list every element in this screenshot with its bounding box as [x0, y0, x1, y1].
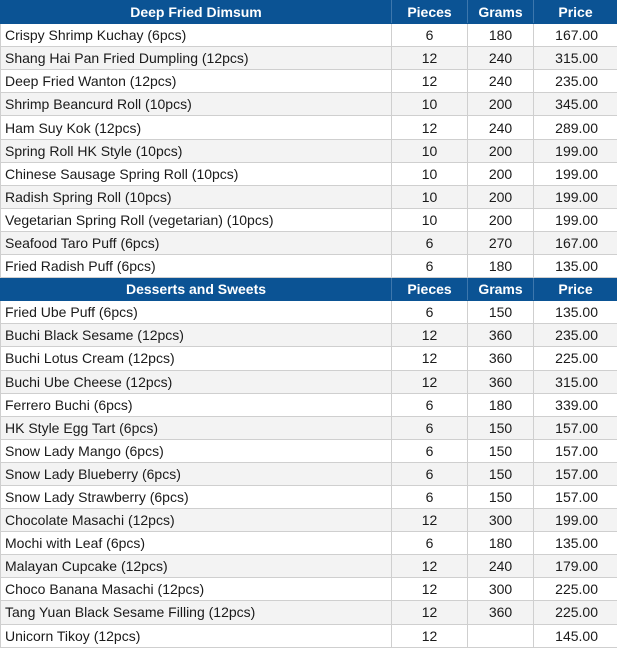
item-price: 135.00: [534, 255, 617, 278]
item-pieces: 6: [392, 255, 468, 278]
item-grams: 200: [468, 93, 534, 116]
item-price: 289.00: [534, 116, 617, 139]
item-grams: 200: [468, 185, 534, 208]
column-header-grams: Grams: [468, 278, 534, 301]
item-price: 345.00: [534, 93, 617, 116]
menu-item-row: [1, 601, 617, 624]
item-pieces: 6: [392, 532, 468, 555]
menu-item-row: [1, 416, 617, 439]
menu-item-row: [1, 255, 617, 278]
item-name: Snow Lady Blueberry (6pcs): [1, 462, 392, 485]
item-pieces: 10: [392, 162, 468, 185]
item-pieces: 6: [392, 439, 468, 462]
section-header-row: [1, 278, 617, 301]
item-name: Unicorn Tikoy (12pcs): [1, 624, 392, 647]
menu-item-row: [1, 485, 617, 508]
item-name: Buchi Black Sesame (12pcs): [1, 324, 392, 347]
item-pieces: 6: [392, 301, 468, 324]
item-pieces: 6: [392, 24, 468, 47]
menu-item-row: [1, 509, 617, 532]
item-price: 145.00: [534, 624, 617, 647]
item-pieces: 6: [392, 231, 468, 254]
item-name: Ham Suy Kok (12pcs): [1, 116, 392, 139]
menu-item-row: [1, 47, 617, 70]
item-price: 135.00: [534, 301, 617, 324]
item-pieces: 10: [392, 139, 468, 162]
item-price: 235.00: [534, 70, 617, 93]
item-grams: 180: [468, 255, 534, 278]
column-header-pieces: Pieces: [392, 1, 468, 24]
item-pieces: 12: [392, 70, 468, 93]
item-grams: 240: [468, 555, 534, 578]
item-price: 199.00: [534, 509, 617, 532]
item-pieces: 12: [392, 601, 468, 624]
column-header-price: Price: [534, 278, 617, 301]
item-name: Buchi Ube Cheese (12pcs): [1, 370, 392, 393]
menu-item-row: [1, 370, 617, 393]
item-grams: 150: [468, 462, 534, 485]
item-grams: 360: [468, 601, 534, 624]
item-pieces: 10: [392, 93, 468, 116]
item-price: 199.00: [534, 185, 617, 208]
item-pieces: 6: [392, 462, 468, 485]
item-pieces: 10: [392, 185, 468, 208]
item-price: 315.00: [534, 370, 617, 393]
item-grams: 240: [468, 70, 534, 93]
menu-item-row: [1, 162, 617, 185]
item-name: Snow Lady Mango (6pcs): [1, 439, 392, 462]
item-grams: 360: [468, 370, 534, 393]
item-name: Choco Banana Masachi (12pcs): [1, 578, 392, 601]
item-pieces: 12: [392, 324, 468, 347]
item-price: 339.00: [534, 393, 617, 416]
item-pieces: 12: [392, 578, 468, 601]
menu-item-row: [1, 139, 617, 162]
item-grams: 300: [468, 578, 534, 601]
item-price: 157.00: [534, 485, 617, 508]
item-name: Chocolate Masachi (12pcs): [1, 509, 392, 532]
menu-item-row: [1, 555, 617, 578]
item-name: Snow Lady Strawberry (6pcs): [1, 485, 392, 508]
item-grams: 200: [468, 208, 534, 231]
item-grams: 240: [468, 47, 534, 70]
menu-item-row: [1, 70, 617, 93]
item-grams: 150: [468, 301, 534, 324]
item-name: Shang Hai Pan Fried Dumpling (12pcs): [1, 47, 392, 70]
item-price: 167.00: [534, 24, 617, 47]
item-name: Chinese Sausage Spring Roll (10pcs): [1, 162, 392, 185]
item-grams: 150: [468, 416, 534, 439]
item-name: Spring Roll HK Style (10pcs): [1, 139, 392, 162]
menu-item-row: [1, 301, 617, 324]
menu-item-row: [1, 462, 617, 485]
item-name: Shrimp Beancurd Roll (10pcs): [1, 93, 392, 116]
item-grams: 240: [468, 116, 534, 139]
section-title: Desserts and Sweets: [1, 278, 392, 301]
item-price: 157.00: [534, 416, 617, 439]
column-header-price: Price: [534, 1, 617, 24]
item-grams: 360: [468, 324, 534, 347]
item-name: Tang Yuan Black Sesame Filling (12pcs): [1, 601, 392, 624]
menu-item-row: [1, 347, 617, 370]
item-price: 199.00: [534, 162, 617, 185]
menu-table-body: [1, 1, 617, 648]
menu-item-row: [1, 231, 617, 254]
menu-item-row: [1, 93, 617, 116]
item-pieces: 12: [392, 509, 468, 532]
item-pieces: 12: [392, 555, 468, 578]
item-name: Ferrero Buchi (6pcs): [1, 393, 392, 416]
item-grams: 360: [468, 347, 534, 370]
menu-item-row: [1, 578, 617, 601]
item-grams: 150: [468, 439, 534, 462]
item-price: 157.00: [534, 462, 617, 485]
section-title: Deep Fried Dimsum: [1, 1, 392, 24]
item-pieces: 12: [392, 47, 468, 70]
item-price: 225.00: [534, 578, 617, 601]
item-price: 167.00: [534, 231, 617, 254]
section-header-row: [1, 1, 617, 24]
item-price: 315.00: [534, 47, 617, 70]
item-name: Mochi with Leaf (6pcs): [1, 532, 392, 555]
item-grams: 150: [468, 485, 534, 508]
item-grams: 180: [468, 24, 534, 47]
item-grams: 300: [468, 509, 534, 532]
item-name: Buchi Lotus Cream (12pcs): [1, 347, 392, 370]
item-pieces: 12: [392, 624, 468, 647]
item-price: 225.00: [534, 347, 617, 370]
item-price: 199.00: [534, 208, 617, 231]
item-name: Seafood Taro Puff (6pcs): [1, 231, 392, 254]
column-header-grams: Grams: [468, 1, 534, 24]
item-price: 135.00: [534, 532, 617, 555]
item-name: Radish Spring Roll (10pcs): [1, 185, 392, 208]
item-name: Vegetarian Spring Roll (vegetarian) (10pcs): [1, 208, 392, 231]
item-pieces: 6: [392, 485, 468, 508]
item-pieces: 12: [392, 370, 468, 393]
menu-item-row: [1, 185, 617, 208]
item-pieces: 12: [392, 116, 468, 139]
item-pieces: 6: [392, 393, 468, 416]
menu-item-row: [1, 24, 617, 47]
item-price: 235.00: [534, 324, 617, 347]
item-pieces: 6: [392, 416, 468, 439]
item-name: Malayan Cupcake (12pcs): [1, 555, 392, 578]
item-grams: 270: [468, 231, 534, 254]
item-name: Fried Radish Puff (6pcs): [1, 255, 392, 278]
item-price: 225.00: [534, 601, 617, 624]
item-grams: 200: [468, 162, 534, 185]
item-price: 179.00: [534, 555, 617, 578]
menu-item-row: [1, 439, 617, 462]
item-pieces: 10: [392, 208, 468, 231]
menu-item-row: [1, 624, 617, 647]
column-header-pieces: Pieces: [392, 278, 468, 301]
item-price: 157.00: [534, 439, 617, 462]
menu-item-row: [1, 116, 617, 139]
item-name: HK Style Egg Tart (6pcs): [1, 416, 392, 439]
item-price: 199.00: [534, 139, 617, 162]
item-grams: [468, 624, 534, 647]
menu-item-row: [1, 324, 617, 347]
menu-item-row: [1, 532, 617, 555]
menu-item-row: [1, 393, 617, 416]
item-grams: 200: [468, 139, 534, 162]
item-name: Fried Ube Puff (6pcs): [1, 301, 392, 324]
item-grams: 180: [468, 393, 534, 416]
item-name: Deep Fried Wanton (12pcs): [1, 70, 392, 93]
item-pieces: 12: [392, 347, 468, 370]
item-name: Crispy Shrimp Kuchay (6pcs): [1, 24, 392, 47]
item-grams: 180: [468, 532, 534, 555]
menu-item-row: [1, 208, 617, 231]
